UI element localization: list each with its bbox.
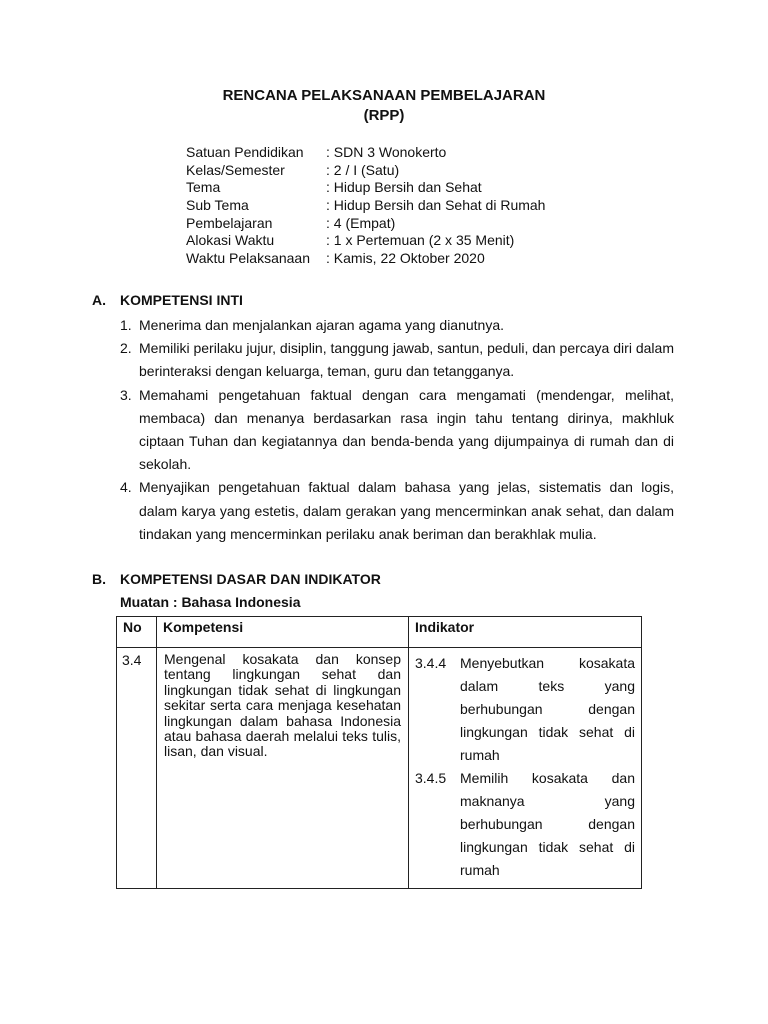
header-indikator [409,617,642,648]
identity-label: Alokasi Waktu [186,232,275,249]
identity-row [186,215,545,233]
document-subtitle: (RPP) [363,107,405,124]
indikator-item [415,652,635,767]
identity-row [186,179,545,197]
identity-label: Satuan Pendidikan [186,144,304,160]
list-text: Memahami pengetahuan faktual dengan cara mengamati (mendengar, melihat, membaca) dan menanya berdasarkan rasa ingin tahu tentang dirinya, makhluk ciptaan Tuhan dan kegiatannya dan benda-benda yang dijumpainya di rumah dan di sekolah. [139,386,674,473]
identity-value: : Hidup Bersih dan Sehat [326,179,482,196]
list-text: Menyajikan pengetahuan faktual dalam bahasa yang jelas, sistematis dan logis, dalam karya yang estetis, dalam gerakan yang mencerminkan anak sehat, dan dalam tindakan yang mencerminkan perilaku anak beriman dan berakhlak mulia. [139,479,674,542]
identity-value: : 4 (Empat) [326,214,396,231]
identity-block [186,144,545,268]
header-no [117,617,157,648]
indikator-item [415,767,635,882]
section-letter: A. [92,292,106,308]
list-number: 3. [120,386,132,403]
kompetensi-inti-list [120,314,674,546]
header-kompetensi [157,617,409,648]
section-title: KOMPETENSI INTI [120,292,243,308]
identity-label: Waktu Pelaksanaan [186,250,310,267]
indikator-text: Menyebutkan kosakata dalam teks yang berhubungan dengan lingkungan tidak sehat di rumah [460,655,635,763]
kompetensi-text: Mengenal kosakata dan konsep tentang lingkungan sehat dan lingkungan tidak sehat di lingkungan sekitar serta cara menjaga kesehatan lingkungan dalam bahasa Indonesia atau bahasa daerah melalui teks tulis, lisan, dan visual. [157,648,409,889]
indikator-text: Memilih kosakata dan maknanya yang berhubungan dengan lingkungan tidak sehat di rumah [460,770,635,878]
identity-label: Tema [186,179,221,196]
header-kompetensi-label: Kompetensi [163,619,244,635]
indikator-number: 3.4.4 [415,655,447,671]
identity-row [186,250,545,268]
identity-row [186,144,545,162]
list-text: Menerima dan menjalankan ajaran agama yang dianutnya. [139,317,505,333]
identity-row [186,197,545,215]
document-title: RENCANA PELAKSANAAN PEMBELAJARAN [222,87,546,104]
section-letter: B. [92,571,106,587]
row-number: 3.4 [117,648,157,889]
table-header-row [117,617,642,648]
identity-value: : 1 x Pertemuan (2 x 35 Menit) [326,232,515,249]
kompetensi-table [116,616,642,889]
table-row [117,648,642,889]
list-number: 4. [120,479,132,496]
muatan-label: Muatan : Bahasa Indonesia [120,594,301,610]
list-number: 1. [120,317,132,333]
indikator-cell [409,648,642,889]
list-item [120,384,674,477]
identity-label: Sub Tema [186,197,249,214]
list-text: Memiliki perilaku jujur, disiplin, tanggung jawab, santun, peduli, dan percaya diri dalam berinteraksi dengan keluarga, teman, guru dan tetangganya. [139,340,674,380]
header-indikator-label: Indikator [415,619,475,635]
identity-value: : 2 / I (Satu) [326,161,400,178]
list-item [120,314,674,337]
identity-row [186,232,545,250]
identity-value: : Hidup Bersih dan Sehat di Rumah [326,197,546,214]
identity-row [186,162,545,180]
header-no-label: No [123,619,142,635]
list-item [120,337,674,383]
identity-label: Kelas/Semester [186,161,285,178]
list-item [120,476,674,546]
identity-label: Pembelajaran [186,214,273,231]
identity-value: : SDN 3 Wonokerto [326,144,447,160]
section-title: KOMPETENSI DASAR DAN INDIKATOR [120,571,381,587]
identity-value: : Kamis, 22 Oktober 2020 [326,250,485,267]
indikator-number: 3.4.5 [415,770,447,786]
list-number: 2. [120,340,132,357]
